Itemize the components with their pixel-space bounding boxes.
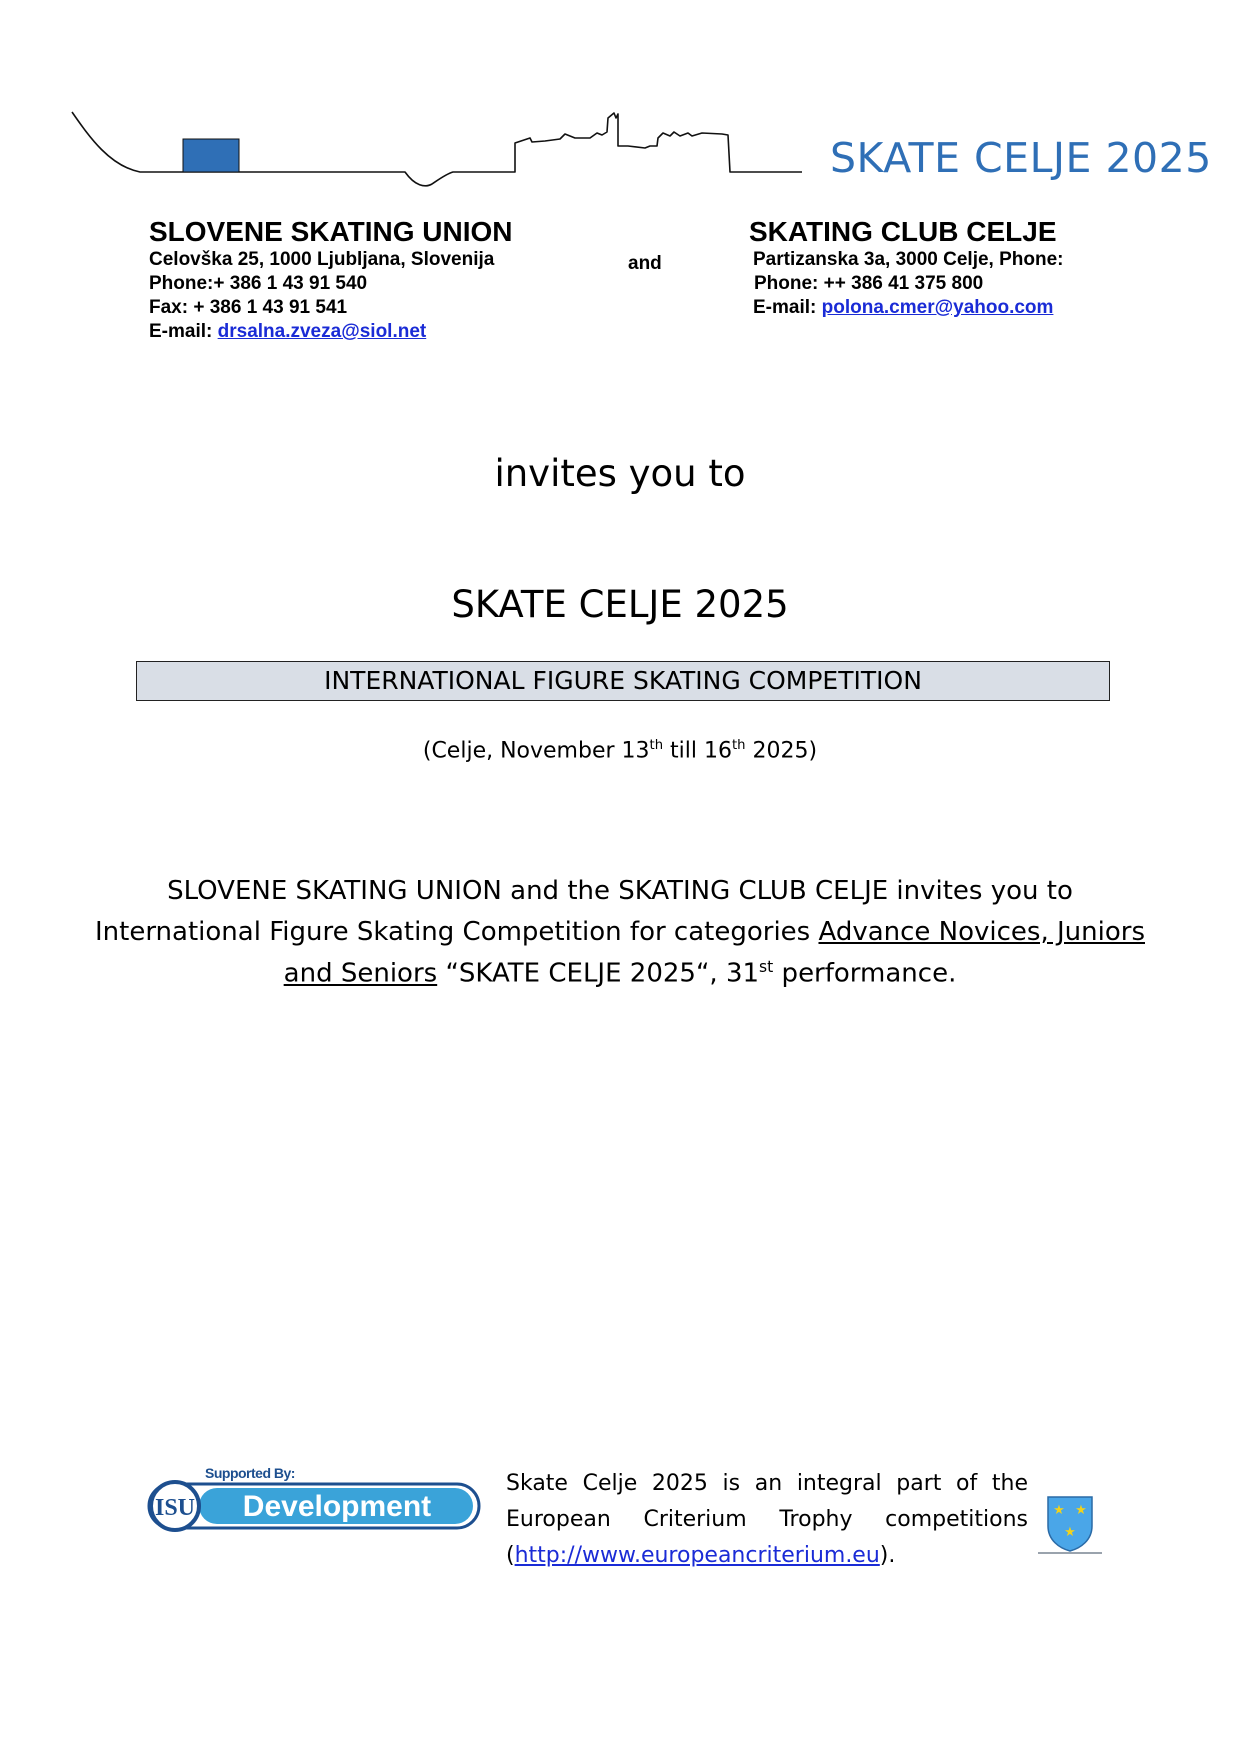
criterium-close-paren: ). bbox=[879, 1543, 896, 1568]
org-left-fax: Fax: + 386 1 43 91 541 bbox=[149, 297, 348, 318]
dates-sup-1: th bbox=[649, 738, 664, 753]
celje-crest-icon bbox=[1045, 1494, 1095, 1552]
line3-plain: “SKATE CELJE 2025“, 31 bbox=[437, 958, 760, 989]
org-right bbox=[749, 216, 1064, 320]
svg-text:★: ★ bbox=[1075, 1502, 1087, 1517]
org-left bbox=[149, 216, 513, 344]
dates-middle: till 16 bbox=[663, 738, 733, 764]
dates-prefix: (Celje, November 13 bbox=[422, 738, 650, 764]
org-right-email-label: E-mail: bbox=[753, 297, 822, 318]
event-title: SKATE CELJE 2025 bbox=[451, 583, 789, 626]
invites-heading: invites you to bbox=[494, 452, 746, 495]
org-right-email-link[interactable]: polona.cmer@yahoo.com bbox=[821, 297, 1054, 318]
isu-development-logo bbox=[147, 1466, 482, 1534]
event-dates bbox=[0, 738, 1240, 763]
criterium-line-3 bbox=[506, 1538, 1028, 1574]
org-right-phone: Phone: ++ 386 41 375 800 bbox=[754, 273, 984, 294]
header-title: SKATE CELJE 2025 bbox=[830, 134, 1212, 182]
seniors-underlined: and Seniors bbox=[283, 958, 438, 989]
svg-text:★: ★ bbox=[1064, 1524, 1076, 1539]
org-right-name: SKATING CLUB CELJE bbox=[749, 216, 1057, 247]
dates-sup-2: th bbox=[732, 738, 746, 753]
criterium-line-1: Skate Celje 2025 is an integral part of the bbox=[506, 1471, 1028, 1496]
connector-and: and bbox=[628, 253, 662, 274]
criterium-open-paren: ( bbox=[506, 1543, 515, 1568]
dates-suffix: 2025) bbox=[745, 738, 818, 764]
org-left-email-link[interactable]: drsalna.zveza@siol.net bbox=[217, 321, 427, 342]
criterium-text bbox=[506, 1466, 1028, 1574]
header-skyline-graphic bbox=[70, 108, 830, 196]
isu-development-word: Development bbox=[242, 1490, 432, 1523]
org-left-name: SLOVENE SKATING UNION bbox=[149, 216, 513, 247]
isu-supported-by: Supported By: bbox=[205, 1465, 295, 1481]
crest-caption-mark bbox=[1038, 1552, 1102, 1555]
invitation-line-2 bbox=[0, 917, 1240, 947]
svg-text:★: ★ bbox=[1053, 1502, 1065, 1517]
org-left-phone: Phone:+ 386 1 43 91 540 bbox=[149, 273, 368, 294]
criterium-line-2: European Criterium Trophy competitions bbox=[506, 1507, 1028, 1532]
line2-plain: International Figure Skating Competition for categories bbox=[94, 917, 819, 947]
invitation-line-3 bbox=[0, 958, 1240, 989]
line3-sup: st bbox=[759, 958, 774, 976]
org-left-email-row bbox=[149, 320, 513, 344]
isu-letters: ISU bbox=[154, 1495, 196, 1521]
org-left-address: Celovška 25, 1000 Ljubljana, Slovenija bbox=[149, 249, 495, 270]
criterium-link[interactable]: http://www.europeancriterium.eu bbox=[514, 1543, 880, 1568]
competition-banner: INTERNATIONAL FIGURE SKATING COMPETITION bbox=[136, 661, 1110, 701]
org-right-address: Partizanska 3a, 3000 Celje, Phone: bbox=[753, 249, 1064, 270]
org-left-email-label: E-mail: bbox=[149, 321, 218, 342]
categories-underlined: Advance Novices, Juniors bbox=[818, 917, 1145, 947]
invitation-line-1: SLOVENE SKATING UNION and the SKATING CLUB CELJE invites you to bbox=[167, 876, 1073, 906]
org-right-email-row bbox=[753, 296, 1064, 320]
line3-end: performance. bbox=[773, 958, 957, 989]
